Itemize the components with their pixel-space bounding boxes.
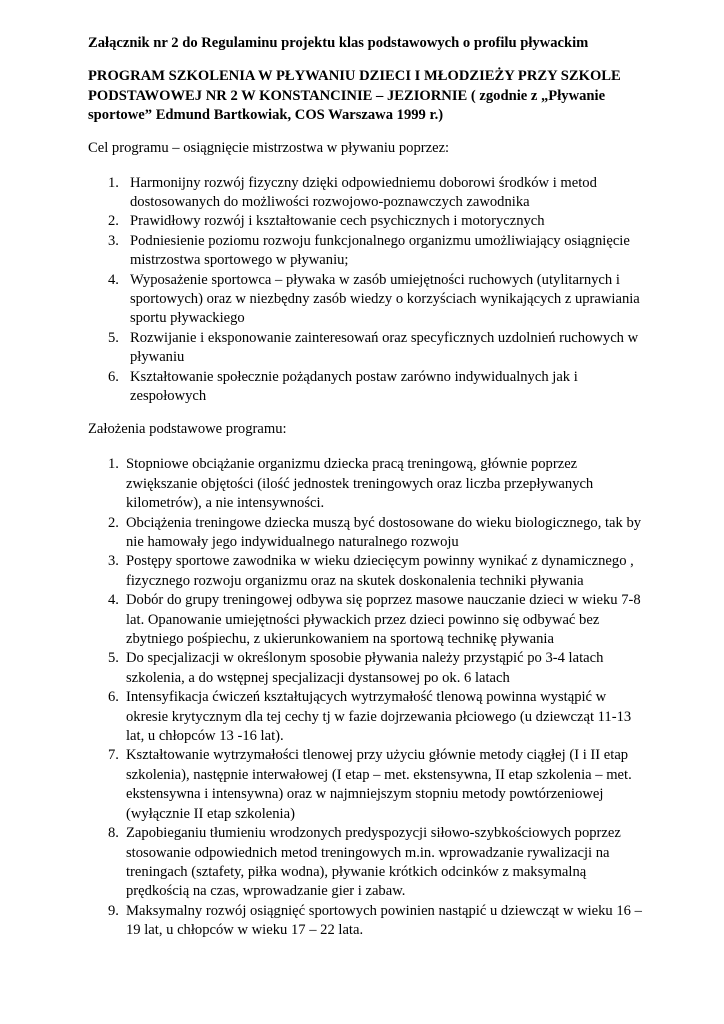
list-item-text: Harmonijny rozwój fizyczny dzięki odpowiedniemu doborowi środków i metod dostosowanych do możliwości rozwojowo-poznawczych zawodnika — [130, 174, 597, 210]
list-item-number: 9. — [108, 902, 119, 919]
list-item-number: 6. — [108, 689, 119, 706]
list-item-text: Stopniowe obciążanie organizmu dziecka pracą treningową, głównie poprzez zwiększanie objętości (ilość jednostek treningowych oraz liczba przepływanych kilometrów), a nie intensywności. — [126, 456, 594, 512]
list-item-text: Rozwijanie i eksponowanie zainteresowań oraz specyficznych uzdolnień ruchowych w pływaniu — [130, 329, 639, 366]
list-item-text: Prawidłowy rozwój i kształtowanie cech psychicznych i motorycznych — [130, 213, 545, 230]
assumption-item — [88, 688, 642, 746]
assumptions-intro: Założenia podstawowe programu: — [88, 421, 287, 438]
goals-list — [88, 174, 642, 407]
list-item-text: Maksymalny rozwój osiągnięć sportowych powinien nastąpić u dziewcząt w wieku 16 – 19 lat, u chłopców w wieku 17 – 22 lata. — [126, 902, 642, 939]
assumptions-list — [88, 455, 642, 940]
annex-title: Załącznik nr 2 do Regulaminu projektu klas podstawowych o profilu pływackim — [88, 35, 589, 51]
list-item-number: 3. — [108, 553, 119, 570]
goal-item — [88, 232, 642, 271]
goal-item — [88, 212, 642, 231]
list-item-number: 4. — [108, 592, 119, 609]
list-item-text: Obciążenia treningowe dziecka muszą być dostosowane do wieku biologicznego, tak by nie hamowały jego indywidualnego naturalnego rozwoju — [126, 514, 642, 550]
list-item-number: 6. — [108, 368, 119, 385]
list-item-text: Wyposażenie sportowca – pływaka w zasób umiejętności ruchowych (utylitarnych i sportowych) oraz w niezbędny zasób wiedzy o korzyściach wynikających z uprawiania sportu pływackiego — [130, 271, 640, 327]
goal-item — [88, 368, 642, 407]
list-item-text: Kształtowanie wytrzymałości tlenowej przy użyciu głównie metody ciągłej (I i II etap szkolenia), następnie interwałowej (I etap – met. ekstensywna, II etap szkolenia – met. ekstensywna i intensywna) oraz w najmniejszym stopniu metody powtórzeniowej (wyłącznie II etap szkolenia) — [126, 747, 632, 822]
list-item-number: 2. — [108, 213, 119, 230]
list-item-number: 1. — [108, 456, 119, 473]
assumption-item — [88, 746, 642, 824]
list-item-number: 4. — [108, 271, 119, 288]
assumption-item — [88, 824, 642, 902]
list-item-number: 3. — [108, 232, 119, 249]
goal-intro: Cel programu – osiągnięcie mistrzostwa w pływaniu poprzez: — [88, 139, 450, 156]
list-item-text: Kształtowanie społecznie pożądanych postaw zarówno indywidualnych jak i zespołowych — [130, 368, 578, 404]
list-item-text: Dobór do grupy treningowej odbywa się poprzez masowe nauczanie dzieci w wieku 7-8 lat. Opanowanie umiejętności pływackich przez dzieci powinno się odbywać bez zbytniego pośpiechu, z ukierunkowaniem na sportową technikę pływania — [126, 592, 641, 648]
list-item-number: 2. — [108, 514, 119, 531]
assumption-item — [88, 591, 642, 649]
goal-item — [88, 271, 642, 329]
list-item-text: Intensyfikacja ćwiczeń kształtujących wytrzymałość tlenową powinna wystąpić w okresie krytycznym dla tej cechy tj w fazie dojrzewania płciowego (u dziewcząt 11-13 lat, u chłopców 13 -16 lat). — [126, 689, 632, 745]
goal-item — [88, 174, 642, 213]
list-item-text: Do specjalizacji w określonym sposobie pływania należy przystąpić po 3-4 latach szkolenia, a do wstępnej specjalizacji dystansowej po ok. 6 latach — [126, 650, 604, 686]
assumption-item — [88, 649, 642, 688]
program-title: PROGRAM SZKOLENIA W PŁYWANIU DZIECI I MŁODZIEŻY PRZY SZKOLE PODSTAWOWEJ NR 2 W KONSTANCINIE – JEZIORNIE ( zgodnie z „Pływanie sportowe” Edmund Bartkowiak, COS Warszawa 1999 r.) — [88, 68, 621, 123]
list-item-number: 8. — [108, 825, 119, 842]
assumption-item — [88, 514, 642, 553]
assumption-item — [88, 902, 642, 941]
list-item-number: 7. — [108, 747, 119, 764]
assumption-item — [88, 455, 642, 513]
list-item-text: Zapobieganiu tłumieniu wrodzonych predyspozycji siłowo-szybkościowych poprzez stosowanie odpowiednich metod treningowych m.in. wprowadzanie rywalizacji na treningach (sztafety, piłka wodna), pływanie krótkich odcinków z maksymalną prędkością na czas, wprowadzanie gier i zabaw. — [126, 825, 621, 900]
list-item-text: Podniesienie poziomu rozwoju funkcjonalnego organizmu umożliwiający osiągnięcie mistrzostwa sportowego w pływaniu; — [130, 232, 630, 269]
assumption-item — [88, 552, 642, 591]
goal-item — [88, 329, 642, 368]
list-item-number: 5. — [108, 650, 119, 667]
list-item-number: 1. — [108, 174, 119, 191]
list-item-number: 5. — [108, 329, 119, 346]
list-item-text: Postępy sportowe zawodnika w wieku dziecięcym powinny wynikać z dynamicznego , fizycznego rozwoju organizmu oraz na skutek doskonalenia techniki pływania — [126, 553, 634, 589]
